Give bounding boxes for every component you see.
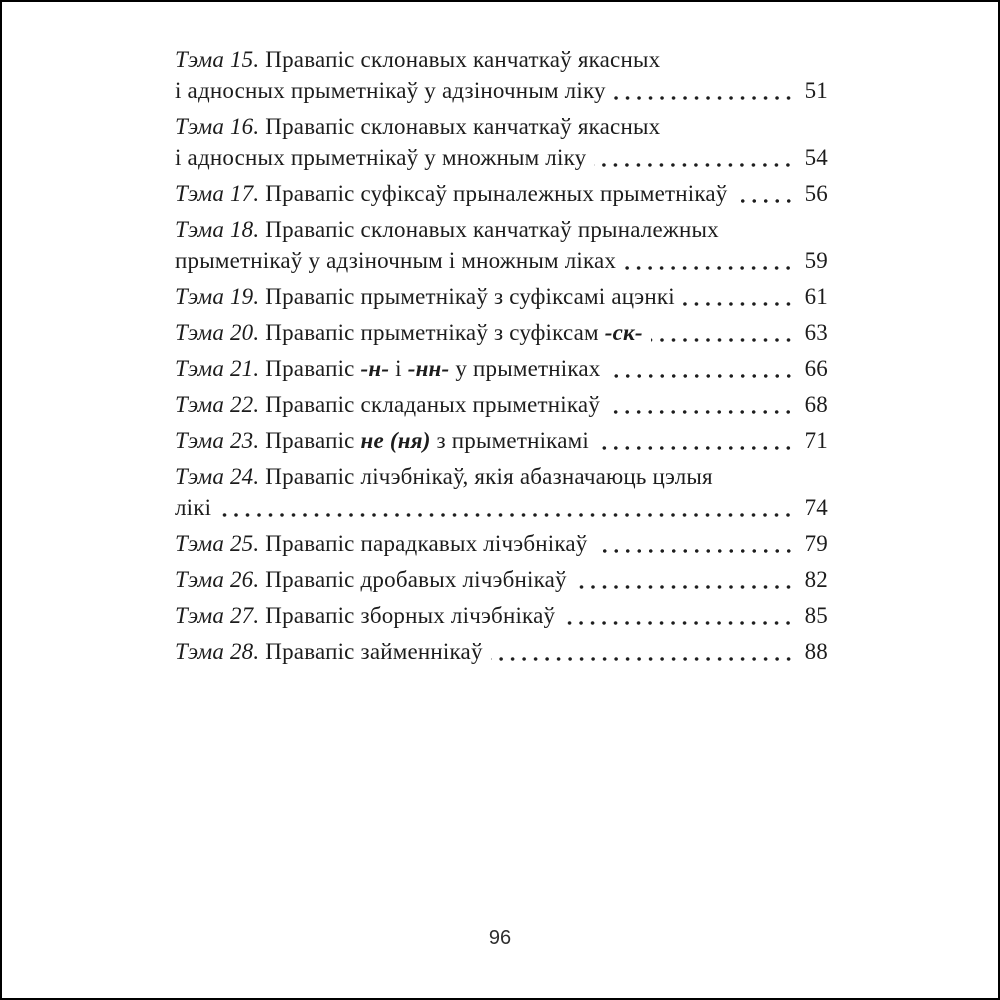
toc-entry-line xyxy=(175,142,828,173)
dot-leader xyxy=(609,374,794,378)
toc-entry xyxy=(175,281,828,312)
toc-entry-line xyxy=(175,389,828,420)
toc-list xyxy=(175,44,828,672)
toc-page-ref: 56 xyxy=(804,181,828,206)
toc-page-ref: 51 xyxy=(804,78,828,103)
dot-leader xyxy=(219,513,794,517)
dot-leader xyxy=(594,163,794,167)
toc-entry-text: Тэма 15. Правапіс склонавых канчаткаў якасных xyxy=(175,47,661,72)
toc-entry-text: Тэма 26. Правапіс дробавых лічэбнікаў xyxy=(175,567,567,592)
toc-page-ref: 79 xyxy=(804,531,828,556)
toc-entry-line xyxy=(175,564,828,595)
toc-entry-text: і адносных прыметнікаў у адзіночным ліку xyxy=(175,78,606,103)
toc-entry-line xyxy=(175,461,828,492)
toc-entry-line xyxy=(175,281,828,312)
toc-entry-text: і адносных прыметнікаў у множным ліку xyxy=(175,145,587,170)
toc-entry-text: Тэма 21. Правапіс -н- і -нн- у прыметніках xyxy=(175,356,601,381)
toc-entry xyxy=(175,564,828,595)
toc-entry-text: прыметнікаў у адзіночным і множным ліках xyxy=(175,248,617,273)
toc-entry-line xyxy=(175,178,828,209)
toc-page-ref: 59 xyxy=(804,248,828,273)
toc-entry-line xyxy=(175,245,828,276)
toc-entry-text: Тэма 17. Правапіс суфіксаў прыналежных прыметнікаў xyxy=(175,181,728,206)
dot-leader xyxy=(597,446,794,450)
toc-entry xyxy=(175,178,828,209)
toc-entry-line xyxy=(175,214,828,245)
toc-entry-line xyxy=(175,528,828,559)
toc-entry xyxy=(175,317,828,348)
toc-entry-line xyxy=(175,75,828,106)
toc-entry xyxy=(175,389,828,420)
dot-leader xyxy=(596,549,795,553)
toc-page-ref: 54 xyxy=(804,145,828,170)
dot-leader xyxy=(614,96,794,100)
toc-entry-text: лікі xyxy=(175,495,212,520)
toc-entry-text: Тэма 16. Правапіс склонавых канчаткаў якасных xyxy=(175,114,661,139)
dot-leader xyxy=(575,585,794,589)
dot-leader xyxy=(624,266,794,270)
toc-entry-text: Тэма 22. Правапіс складаных прыметнікаў xyxy=(175,392,601,417)
toc-entry-text: Тэма 25. Правапіс парадкавых лічэбнікаў xyxy=(175,531,588,556)
toc-entry-text: Тэма 18. Правапіс склонавых канчаткаў прыналежных xyxy=(175,217,719,242)
toc-entry xyxy=(175,600,828,631)
toc-entry-text: Тэма 24. Правапіс лічэбнікаў, якія абазначаюць цэлыя xyxy=(175,464,713,489)
toc-entry xyxy=(175,214,828,276)
toc-entry-line xyxy=(175,111,828,142)
dot-leader xyxy=(683,302,794,306)
toc-page-ref: 66 xyxy=(804,356,828,381)
toc-entry xyxy=(175,111,828,173)
toc-page-ref: 63 xyxy=(804,320,828,345)
dot-leader xyxy=(491,657,794,661)
toc-entry-line xyxy=(175,44,828,75)
toc-entry-line xyxy=(175,353,828,384)
toc-entry-line xyxy=(175,317,828,348)
dot-leader xyxy=(563,621,794,625)
toc-page-ref: 61 xyxy=(804,284,828,309)
toc-entry-text: Тэма 20. Правапіс прыметнікаў з суфіксам -ск- xyxy=(175,320,643,345)
toc-entry xyxy=(175,528,828,559)
dot-leader xyxy=(736,199,795,203)
toc-entry-line xyxy=(175,636,828,667)
toc-page-ref: 68 xyxy=(804,392,828,417)
toc-page-ref: 74 xyxy=(804,495,828,520)
toc-entry xyxy=(175,425,828,456)
page-number: 96 xyxy=(488,927,512,949)
toc-page-ref: 88 xyxy=(804,639,828,664)
toc-entry-line xyxy=(175,492,828,523)
toc-entry-text: Тэма 19. Правапіс прыметнікаў з суфіксамі ацэнкі xyxy=(175,284,675,309)
toc-page-ref: 85 xyxy=(804,603,828,628)
toc-page-ref: 71 xyxy=(804,428,828,453)
toc-entry-text: Тэма 27. Правапіс зборных лічэбнікаў xyxy=(175,603,556,628)
toc-entry-line xyxy=(175,600,828,631)
toc-entry xyxy=(175,636,828,667)
toc-entry xyxy=(175,44,828,106)
dot-leader xyxy=(651,338,794,342)
toc-entry xyxy=(175,461,828,523)
toc-entry xyxy=(175,353,828,384)
toc-entry-text: Тэма 23. Правапіс не (ня) з прыметнікамі xyxy=(175,428,589,453)
toc-page-ref: 82 xyxy=(804,567,828,592)
toc-entry-text: Тэма 28. Правапіс займеннікаў xyxy=(175,639,483,664)
dot-leader xyxy=(608,410,794,414)
toc-entry-line xyxy=(175,425,828,456)
